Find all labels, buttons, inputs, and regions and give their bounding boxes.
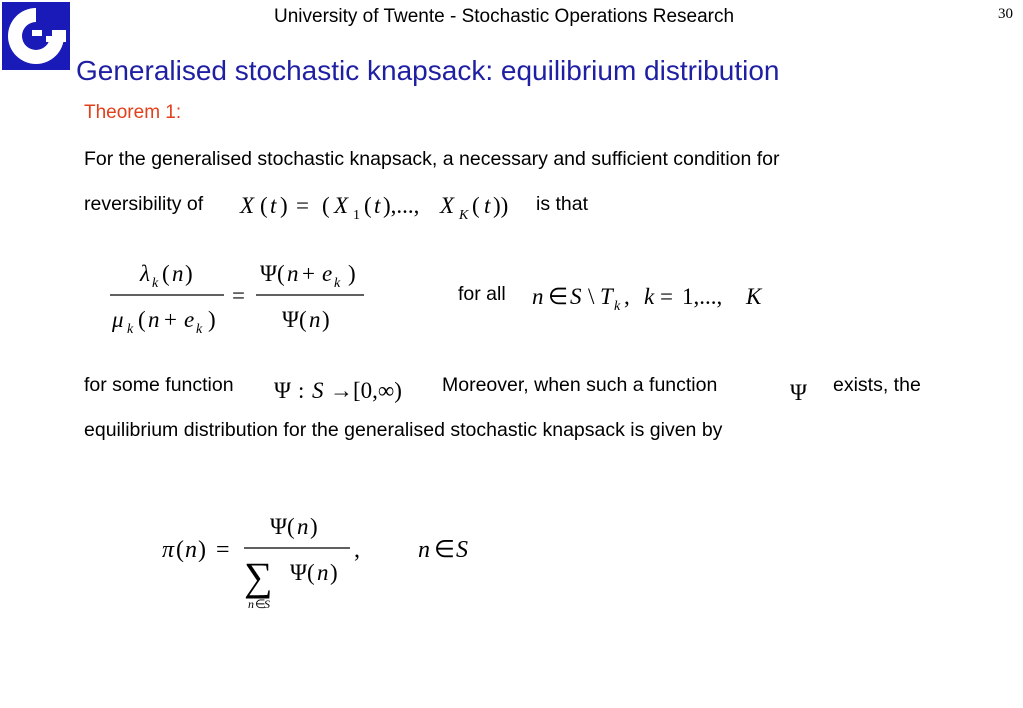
- svg-text:),...,: ),...,: [383, 193, 420, 218]
- svg-text:∑: ∑: [244, 554, 273, 599]
- svg-text:)): )): [493, 193, 509, 218]
- svg-text:n: n: [148, 307, 160, 332]
- svg-text:(: (: [138, 307, 146, 332]
- svg-text:): ): [280, 193, 288, 218]
- svg-text:μ: μ: [112, 307, 124, 332]
- svg-text:=: =: [660, 284, 673, 309]
- svg-text:S: S: [312, 378, 324, 403]
- psi-symbol: [786, 374, 816, 410]
- svg-text:1: 1: [353, 208, 360, 223]
- svg-text:n: n: [297, 514, 309, 539]
- svg-text:n: n: [185, 537, 197, 563]
- svg-text:e: e: [322, 261, 333, 286]
- svg-text:): ): [348, 261, 356, 286]
- svg-text:): ): [322, 307, 330, 332]
- balance-equation: [108, 255, 376, 345]
- svg-text:k: k: [614, 299, 621, 314]
- page-number: 30: [998, 6, 1013, 22]
- svg-text:): ): [310, 514, 318, 539]
- university-logo-icon: [2, 2, 70, 70]
- svg-text:n: n: [532, 284, 544, 309]
- is-that-text: is that: [536, 193, 589, 215]
- svg-text:Ψ: Ψ: [790, 380, 807, 405]
- svg-text:n: n: [172, 261, 184, 286]
- svg-text:k: k: [196, 322, 203, 337]
- svg-text:): ): [185, 261, 193, 286]
- equilibrium-text: equilibrium distribution for the generalised stochastic knapsack is given by: [84, 419, 723, 441]
- svg-text:t: t: [270, 193, 277, 218]
- svg-text:X: X: [440, 193, 455, 218]
- condition-text: For the generalised stochastic knapsack, a necessary and sufficient condition for: [84, 148, 780, 170]
- svg-text:T: T: [600, 284, 613, 309]
- for-some-text: for some function: [84, 374, 234, 396]
- function-domain-formula: [270, 372, 438, 412]
- svg-text:∈: ∈: [548, 284, 569, 309]
- svg-text:=: =: [216, 537, 230, 563]
- index-set-formula: [528, 278, 778, 318]
- svg-text:=: =: [296, 193, 309, 218]
- svg-text:∈: ∈: [434, 537, 455, 563]
- svg-text:): ): [198, 537, 206, 563]
- svg-text:(: (: [472, 193, 480, 218]
- svg-text:S: S: [264, 597, 270, 611]
- svg-text:t: t: [484, 193, 491, 218]
- header-title: University of Twente - Stochastic Operations Research: [274, 6, 735, 27]
- svg-text:π: π: [162, 537, 175, 563]
- svg-text:1,...,: 1,...,: [682, 284, 723, 309]
- svg-text:): ): [330, 560, 338, 585]
- process-formula: [236, 186, 526, 226]
- svg-text:n: n: [309, 307, 321, 332]
- theorem-label: Theorem 1:: [84, 102, 182, 123]
- svg-text:(: (: [162, 261, 170, 286]
- svg-text:+: +: [164, 307, 177, 332]
- svg-text:Ψ(: Ψ(: [282, 307, 307, 332]
- svg-text:Ψ(: Ψ(: [290, 560, 315, 585]
- svg-text:t: t: [374, 193, 381, 218]
- svg-text:Ψ: Ψ: [274, 378, 291, 403]
- svg-text:,: ,: [354, 537, 360, 563]
- svg-text:S: S: [570, 284, 582, 309]
- svg-text:n: n: [248, 597, 254, 611]
- svg-text:n: n: [317, 560, 329, 585]
- svg-text:Ψ(: Ψ(: [260, 261, 285, 286]
- svg-text:k: k: [152, 276, 159, 291]
- svg-text:n: n: [287, 261, 299, 286]
- svg-text:X: X: [334, 193, 349, 218]
- svg-text:,: ,: [624, 284, 630, 309]
- svg-text:k: k: [334, 276, 341, 291]
- svg-text:S: S: [456, 537, 468, 563]
- svg-text:X: X: [240, 193, 255, 218]
- svg-text:K: K: [746, 284, 762, 309]
- svg-text:k: k: [644, 284, 655, 309]
- svg-text:→[0,∞): →[0,∞): [330, 378, 402, 403]
- equilibrium-formula: [158, 508, 488, 618]
- reversibility-text: reversibility of: [84, 193, 204, 215]
- exists-text: exists, the: [833, 374, 921, 396]
- moreover-text: Moreover, when such a function: [442, 374, 718, 396]
- svg-text:∈: ∈: [255, 597, 266, 611]
- svg-text:=: =: [232, 283, 245, 308]
- svg-text:\: \: [588, 284, 595, 309]
- svg-text:(: (: [364, 193, 372, 218]
- svg-text:k: k: [127, 322, 134, 337]
- for-all-text: for all: [458, 283, 506, 305]
- svg-text:e: e: [184, 307, 195, 332]
- slide-title: Generalised stochastic knapsack: equilibrium distribution: [76, 55, 780, 86]
- svg-text:): ): [208, 307, 216, 332]
- svg-text::: :: [298, 378, 305, 403]
- svg-text:(: (: [176, 537, 184, 563]
- svg-text:n: n: [418, 537, 430, 563]
- svg-text:(: (: [260, 193, 268, 218]
- svg-text:+: +: [302, 261, 315, 286]
- svg-text:K: K: [459, 208, 469, 223]
- svg-text:(: (: [322, 193, 330, 218]
- svg-text:λ: λ: [140, 261, 150, 286]
- svg-text:Ψ(: Ψ(: [270, 514, 295, 539]
